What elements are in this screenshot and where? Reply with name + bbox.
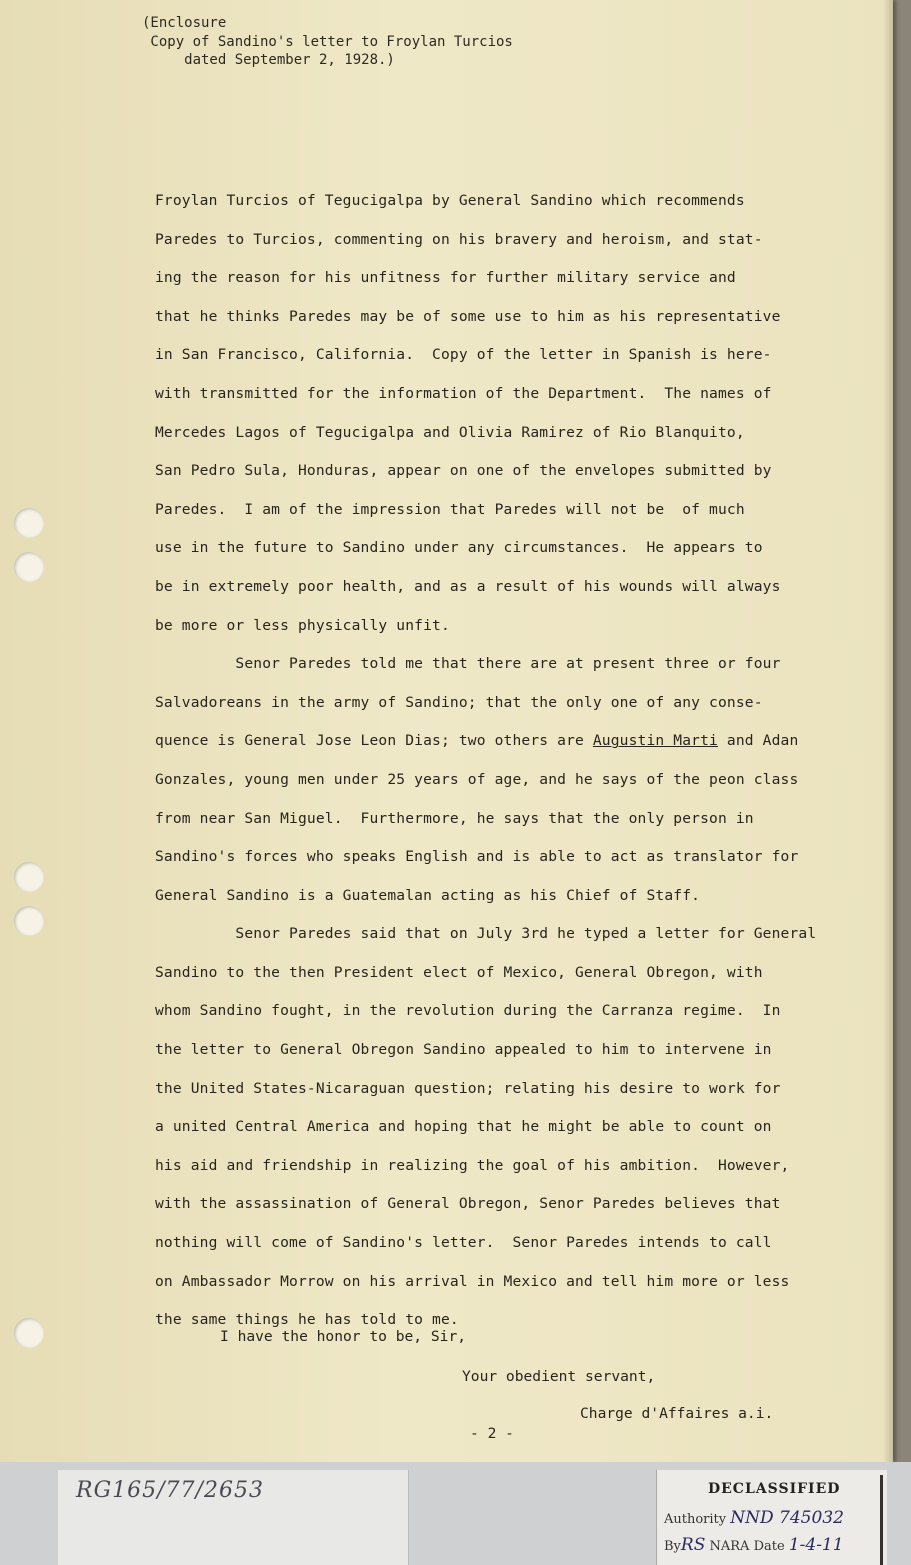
body-line: the letter to General Obregon Sandino appealed to him to intervene in — [155, 1041, 772, 1059]
body-line: Senor Paredes told me that there are at present three or four — [155, 655, 781, 673]
body-line: ing the reason for his unfitness for further military service and — [155, 269, 736, 287]
body-line: Gonzales, young men under 25 years of age, and he says of the peon class — [155, 770, 799, 788]
body-line: Salvadoreans in the army of Sandino; that the only one of any conse- — [155, 693, 763, 711]
punch-hole — [14, 862, 44, 892]
body-line: Sandino to the then President elect of Mexico, General Obregon, with — [155, 963, 763, 981]
letter-body — [155, 182, 855, 1340]
body-line-end: and Adan — [717, 732, 799, 750]
body-line: Paredes. I am of the impression that Paredes will not be of much — [155, 500, 745, 518]
enclosure-line-3: dated September 2, 1928.) — [142, 52, 395, 68]
underlined-name: Augustin Marti — [592, 732, 718, 750]
body-line: a united Central America and hoping that he might be able to count on — [155, 1118, 772, 1136]
body-line: use in the future to Sandino under any circumstances. He appears to — [155, 539, 763, 557]
archive-reference: RG165/77/2653 — [76, 1478, 264, 1503]
closing-honor: I have the honor to be, Sir, — [220, 1328, 467, 1345]
body-line: be in extremely poor health, and as a result of his wounds will always — [155, 577, 781, 595]
punch-hole — [14, 508, 44, 538]
by-value: RS — [680, 1535, 706, 1555]
body-line: on Ambassador Morrow on his arrival in Mexico and tell him more or less — [155, 1272, 790, 1290]
body-line: that he thinks Paredes may be of some use to him as his representative — [155, 307, 781, 325]
punch-hole — [14, 1318, 44, 1348]
enclosure-line-2: Copy of Sandino's letter to Froylan Turcios — [142, 33, 513, 50]
body-line: be more or less physically unfit. — [155, 616, 450, 634]
body-line: the United States-Nicaraguan question; relating his desire to work for — [155, 1079, 781, 1097]
body-line: Sandino's forces who speaks English and is able to act as translator for — [155, 848, 799, 866]
body-line: Mercedes Lagos of Tegucigalpa and Olivia Ramirez of Rio Blanquito, — [155, 423, 745, 441]
nara-label: NARA Date — [709, 1539, 785, 1554]
nara-date-value: 1-4-11 — [788, 1535, 844, 1555]
declassified-title: DECLASSIFIED — [708, 1481, 841, 1497]
punch-hole — [14, 906, 44, 936]
declassified-by — [664, 1535, 844, 1555]
body-line: nothing will come of Sandino's letter. Senor Paredes intends to call — [155, 1234, 772, 1252]
by-label: By — [664, 1539, 681, 1554]
enclosure-line-1: (Enclosure — [142, 15, 227, 31]
body-line: with the assassination of General Obregon, Senor Paredes believes that — [155, 1195, 781, 1213]
signature-title: Charge d'Affaires a.i. — [580, 1405, 774, 1422]
enclosure-note — [142, 14, 513, 70]
punch-hole — [14, 552, 44, 582]
body-line: Senor Paredes said that on July 3rd he typed a letter for General — [155, 925, 817, 943]
stamp-border — [880, 1475, 883, 1565]
body-line: his aid and friendship in realizing the goal of his ambition. However, — [155, 1156, 790, 1174]
body-line-start: quence is General Jose Leon Dias; two others are — [155, 732, 593, 750]
body-line: in San Francisco, California. Copy of the letter in Spanish is here- — [155, 346, 772, 364]
body-line: Paredes to Turcios, commenting on his bravery and heroism, and stat- — [155, 230, 763, 248]
body-line: Froylan Turcios of Tegucigalpa by General Sandino which recommends — [155, 192, 745, 209]
closing-servant: Your obedient servant, — [462, 1368, 656, 1385]
body-line: General Sandino is a Guatemalan acting as his Chief of Staff. — [155, 886, 701, 904]
authority-label: Authority — [664, 1512, 727, 1527]
body-line — [155, 722, 855, 761]
authority-value: NND 745032 — [730, 1508, 844, 1528]
body-line: with transmitted for the information of the Department. The names of — [155, 384, 772, 402]
declassified-authority — [664, 1508, 844, 1528]
body-line: whom Sandino fought, in the revolution during the Carranza regime. In — [155, 1002, 781, 1020]
body-line: from near San Miguel. Furthermore, he says that the only person in — [155, 809, 754, 827]
page-number: - 2 - — [470, 1425, 514, 1442]
body-line: San Pedro Sula, Honduras, appear on one of the envelopes submitted by — [155, 462, 772, 480]
body-line: the same things he has told to me. — [155, 1311, 459, 1329]
